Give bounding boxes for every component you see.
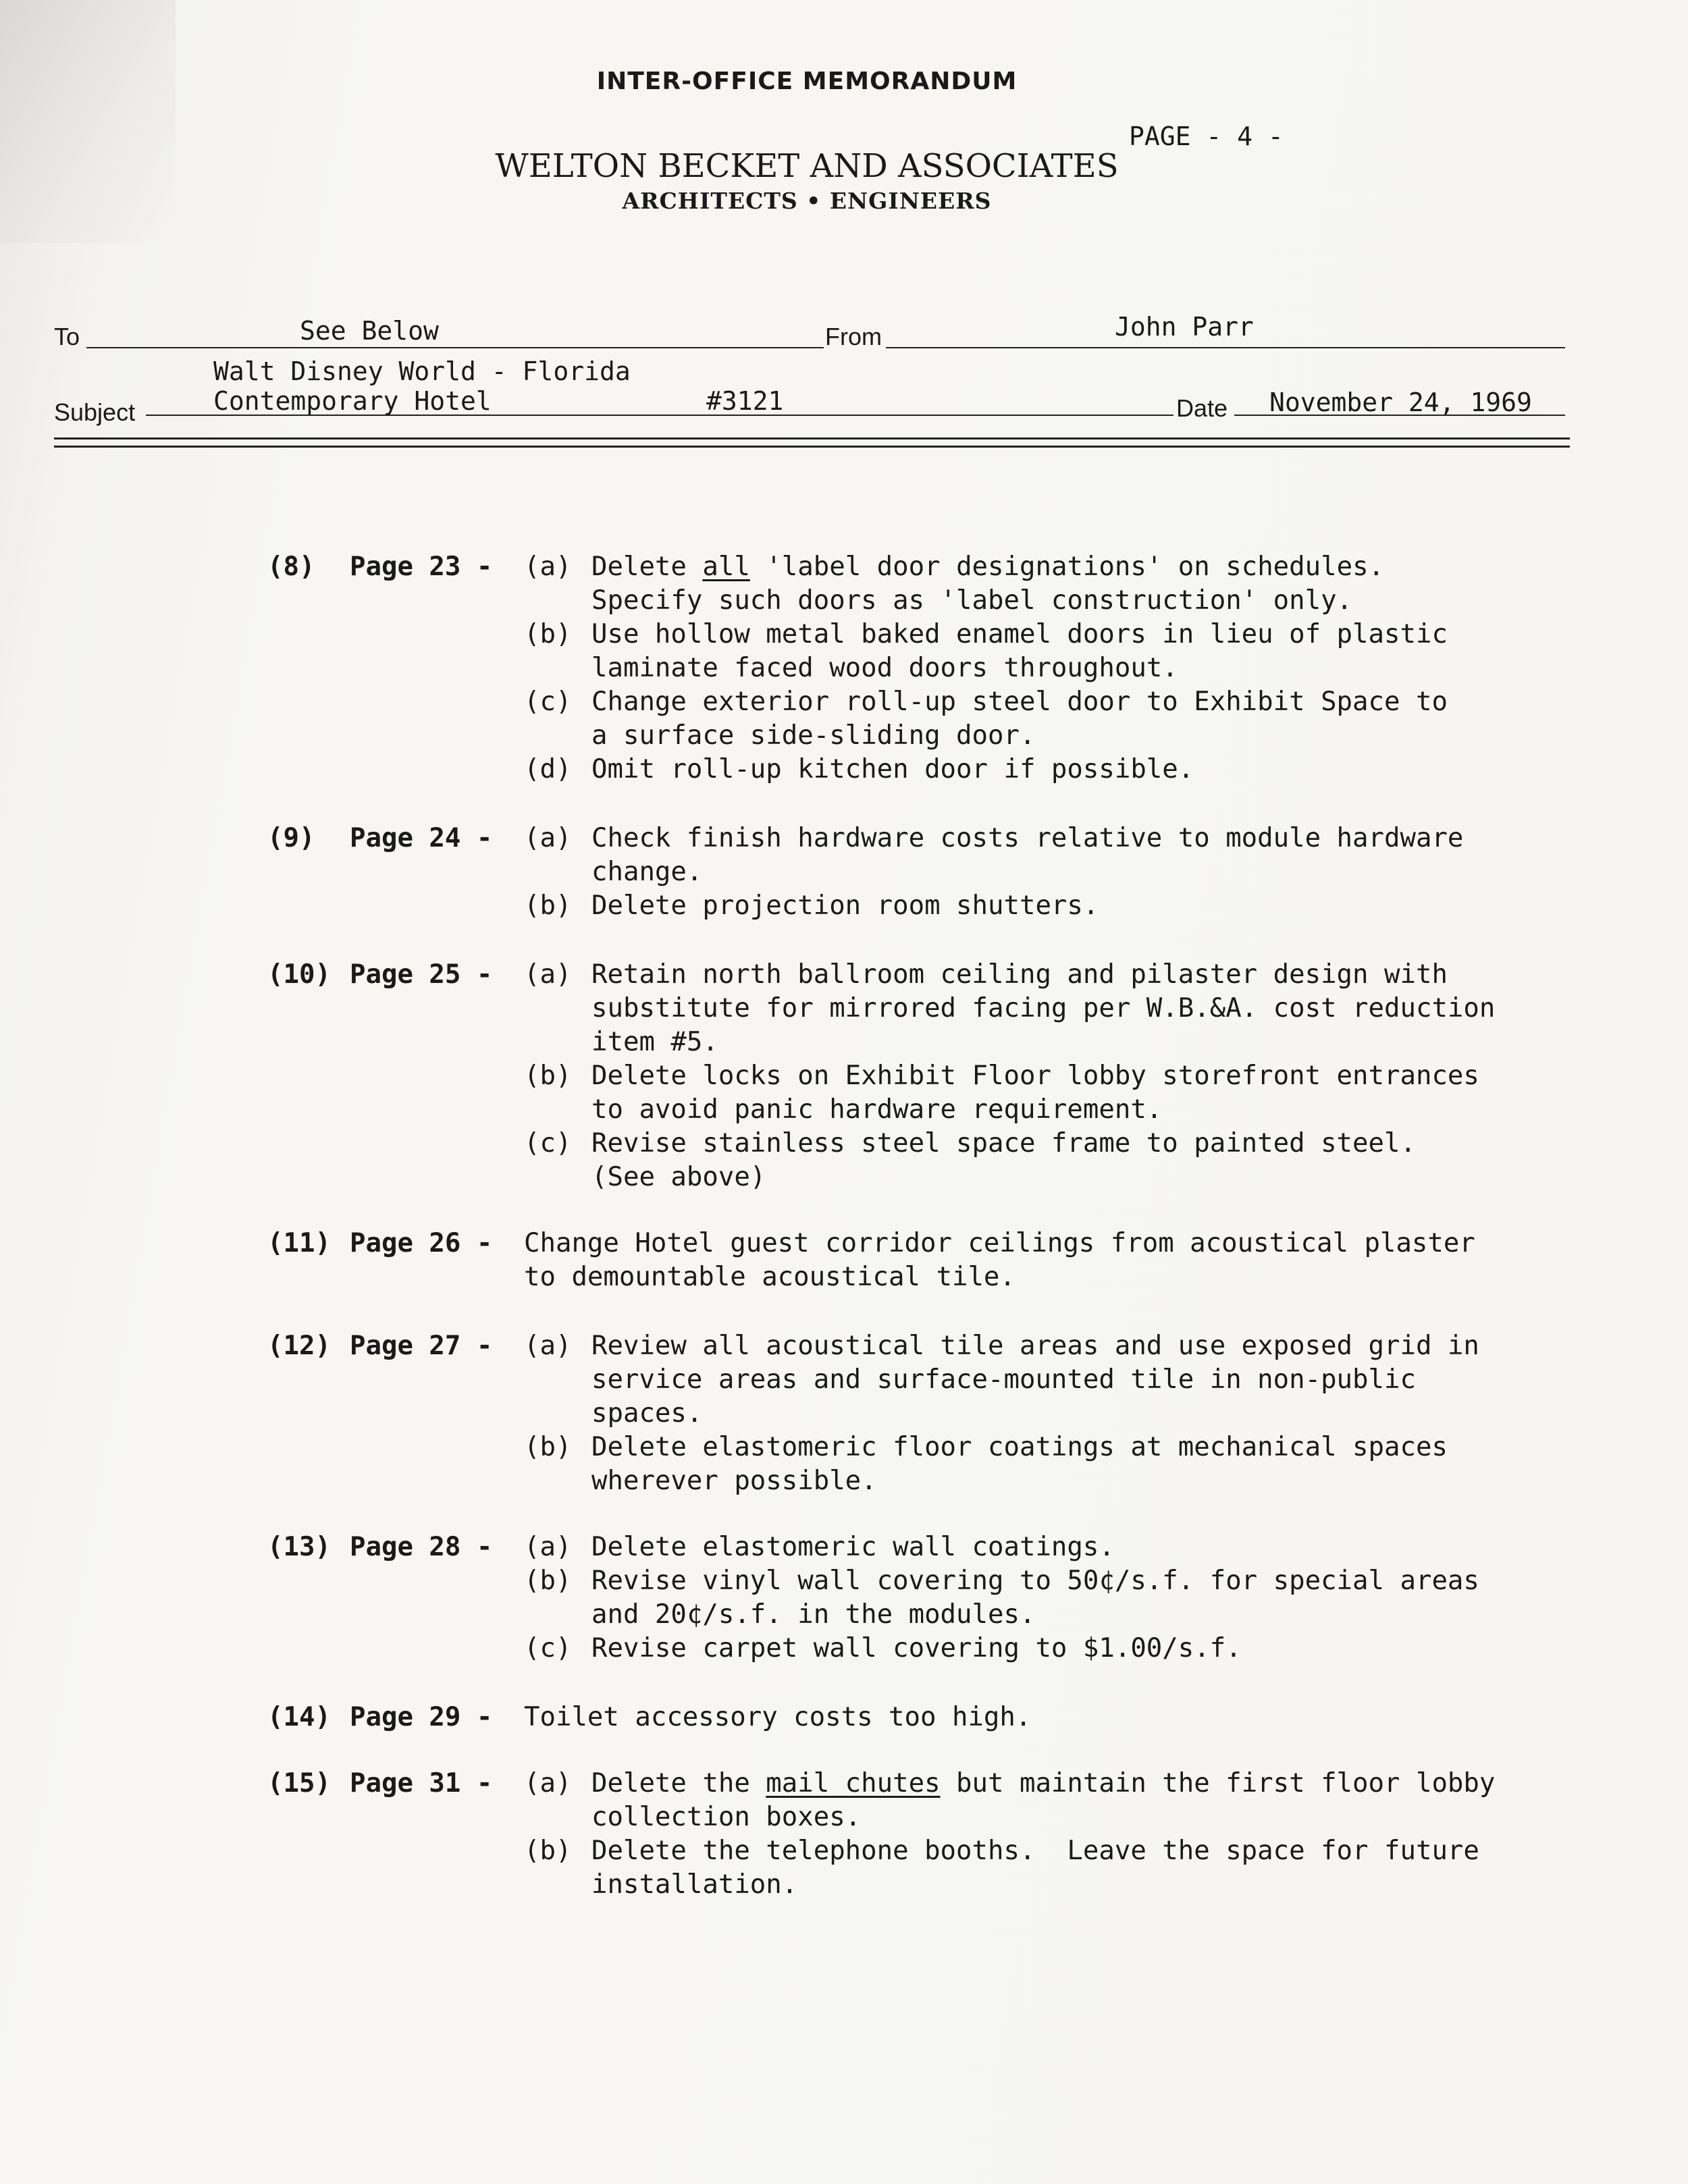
item-line-text: 'label door designations' on schedules.: [749, 552, 1385, 582]
item-number: (9): [267, 823, 315, 853]
item-sub-letter: (c): [524, 1128, 572, 1158]
item-sub-letter: (a): [524, 959, 572, 990]
item-line: [591, 1768, 1496, 1799]
item-page-ref: Page 23 -: [350, 552, 493, 582]
underlined-text: mail chutes: [766, 1768, 941, 1799]
item-line: and 20¢/s.f. in the modules.: [591, 1599, 1036, 1630]
item-line: to demountable acoustical tile.: [524, 1262, 1016, 1292]
header-rule-bottom: [54, 446, 1570, 448]
page-number: PAGE - 4 -: [1129, 122, 1284, 151]
item-line: installation.: [591, 1869, 798, 1900]
subject-line-2: Contemporary Hotel: [213, 386, 492, 416]
item-line: Delete locks on Exhibit Floor lobby storefront entrances: [591, 1061, 1479, 1091]
item-sub-letter: (b): [524, 1566, 572, 1596]
item-line: laminate faced wood doors throughout.: [591, 653, 1178, 683]
to-value: See Below: [300, 316, 439, 346]
underlined-text: all: [702, 552, 750, 582]
item-sub-letter: (c): [524, 687, 572, 717]
item-sub-letter: (a): [524, 552, 572, 582]
item-line: a surface side-sliding door.: [591, 720, 1036, 751]
item-line: spaces.: [591, 1398, 703, 1429]
item-line: Delete elastomeric floor coatings at mechanical spaces: [591, 1432, 1448, 1462]
item-line: Revise carpet wall covering to $1.00/s.f.: [591, 1633, 1242, 1663]
item-number: (10): [267, 959, 331, 990]
item-sub-letter: (b): [524, 1432, 572, 1462]
item-line: Revise vinyl wall covering to 50¢/s.f. for special areas: [591, 1566, 1479, 1596]
item-line-text: but maintain the first floor lobby: [940, 1768, 1496, 1799]
item-sub-letter: (b): [524, 1836, 572, 1866]
item-sub-letter: (d): [524, 754, 572, 784]
item-line: [591, 554, 1384, 580]
company-name: WELTON BECKET AND ASSOCIATES: [495, 147, 1119, 185]
company-subtitle: ARCHITECTS • ENGINEERS: [622, 188, 992, 214]
item-line: wherever possible.: [591, 1466, 877, 1496]
job-number: #3121: [706, 386, 784, 416]
item-sub-letter: (a): [524, 823, 572, 853]
memo-title: INTER-OFFICE MEMORANDUM: [596, 68, 1018, 95]
item-page-ref: Page 29 -: [350, 1702, 493, 1732]
item-number: (13): [267, 1532, 331, 1562]
to-label: To: [54, 323, 80, 350]
item-page-ref: Page 24 -: [350, 823, 493, 853]
to-underline: [86, 347, 824, 348]
item-line-text: Delete the: [591, 1768, 766, 1799]
item-line: Specify such doors as 'label construction' only.: [591, 585, 1353, 616]
item-page-ref: Page 26 -: [350, 1228, 493, 1258]
item-line: Check finish hardware costs relative to module hardware: [591, 823, 1464, 853]
item-line: Review all acoustical tile areas and use exposed grid in: [591, 1331, 1479, 1361]
item-sub-letter: (a): [524, 1768, 572, 1799]
item-line: Change Hotel guest corridor ceilings from acoustical plaster: [524, 1228, 1475, 1258]
from-underline: [886, 347, 1565, 348]
date-value: November 24, 1969: [1269, 388, 1532, 417]
item-line-text: Delete: [591, 552, 703, 582]
item-number: (12): [267, 1331, 331, 1361]
item-number: (14): [267, 1702, 331, 1732]
item-line: Use hollow metal baked enamel doors in lieu of plastic: [591, 619, 1448, 649]
item-page-ref: Page 28 -: [350, 1532, 493, 1562]
item-page-ref: Page 27 -: [350, 1331, 493, 1361]
subject-label: Subject: [54, 398, 136, 426]
item-line: collection boxes.: [591, 1802, 862, 1832]
item-line: Delete projection room shutters.: [591, 890, 1099, 921]
item-line: service areas and surface-mounted tile in non-public: [591, 1364, 1416, 1395]
from-label: From: [825, 323, 882, 350]
item-sub-letter: (c): [524, 1633, 572, 1663]
date-label: Date: [1176, 394, 1228, 422]
item-number: (15): [267, 1768, 331, 1799]
subject-line-1: Walt Disney World - Florida: [213, 356, 631, 386]
item-page-ref: Page 31 -: [350, 1768, 493, 1799]
item-line: change.: [591, 857, 703, 887]
item-number: (8): [267, 552, 315, 582]
item-line: to avoid panic hardware requirement.: [591, 1094, 1163, 1125]
item-page-ref: Page 25 -: [350, 959, 493, 990]
item-line: Delete the telephone booths. Leave the space for future: [591, 1836, 1479, 1866]
item-line: item #5.: [591, 1027, 718, 1057]
item-line: substitute for mirrored facing per W.B.&A. cost reduction: [591, 993, 1496, 1023]
item-sub-letter: (a): [524, 1532, 572, 1562]
item-sub-letter: (b): [524, 890, 572, 921]
item-line: Change exterior roll-up steel door to Exhibit Space to: [591, 687, 1448, 717]
from-value: John Parr: [1115, 312, 1254, 342]
item-line: Revise stainless steel space frame to painted steel.: [591, 1128, 1416, 1158]
item-number: (11): [267, 1228, 331, 1258]
header-rule-top: [54, 437, 1570, 440]
item-line: Toilet accessory costs too high.: [524, 1702, 1032, 1732]
item-line: Delete elastomeric wall coatings.: [591, 1532, 1115, 1562]
item-sub-letter: (b): [524, 1061, 572, 1091]
item-line: (See above): [591, 1162, 766, 1192]
item-sub-letter: (a): [524, 1331, 572, 1361]
item-line: Retain north ballroom ceiling and pilaster design with: [591, 959, 1448, 990]
item-sub-letter: (b): [524, 619, 572, 649]
item-line: Omit roll-up kitchen door if possible.: [591, 754, 1194, 784]
